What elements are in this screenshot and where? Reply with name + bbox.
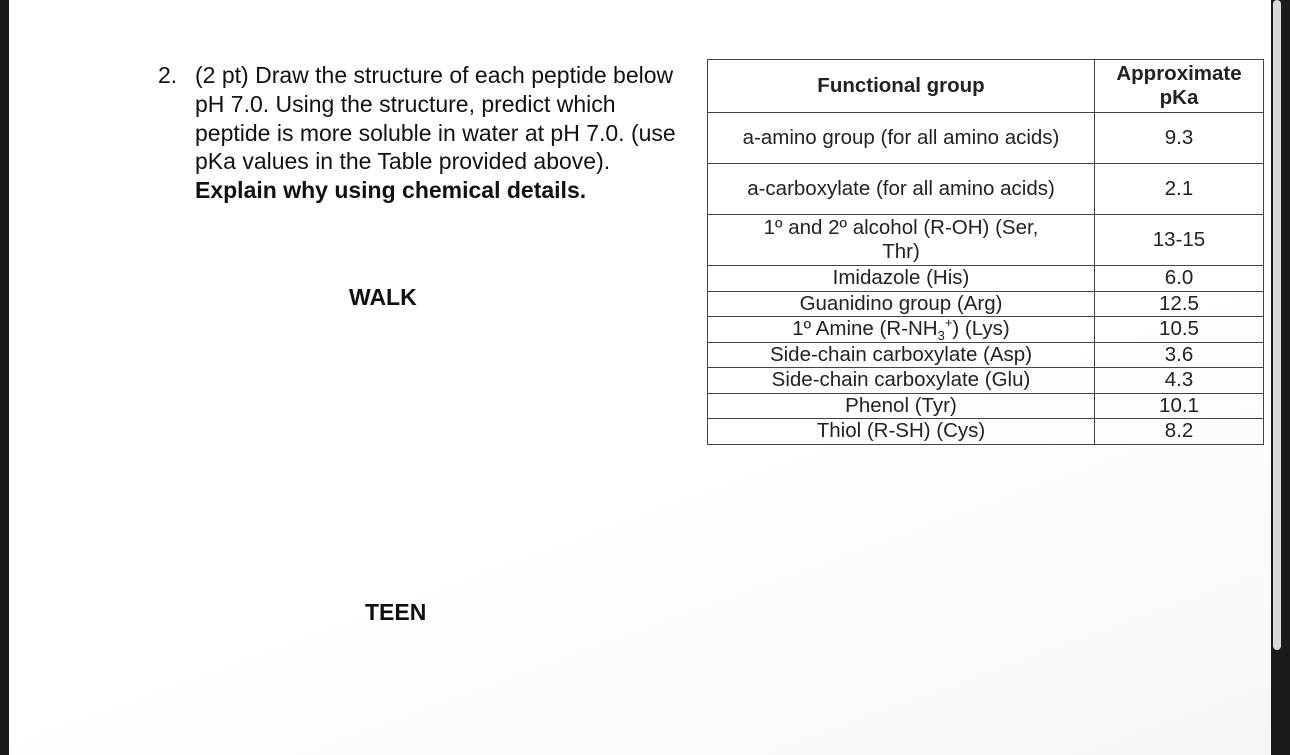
table-row: [708, 317, 1264, 343]
row-pka: 9.3: [1095, 113, 1264, 164]
table-row: [708, 342, 1264, 368]
row-group: a-carboxylate (for all amino acids): [708, 164, 1095, 215]
row-group: Phenol (Tyr): [708, 393, 1095, 419]
vertical-scrollbar[interactable]: [1273, 0, 1281, 650]
question-emphasis: Explain why using chemical details.: [195, 177, 587, 204]
table-header-row: [708, 60, 1264, 113]
question-points: (2 pt): [195, 62, 249, 88]
peptide-teen: TEEN: [365, 599, 427, 625]
row-group: Side-chain carboxylate (Asp): [708, 342, 1095, 368]
table-row: [708, 419, 1264, 445]
row-pka: 8.2: [1095, 419, 1264, 445]
question-text: [195, 61, 695, 205]
table-row: [708, 113, 1264, 164]
table-row: [708, 215, 1264, 266]
row-group: Guanidino group (Arg): [708, 291, 1095, 317]
row-group: Imidazole (His): [708, 266, 1095, 292]
question-instructions: Draw the structure of each peptide below pH 7.0. Using the structure, predict which peptide is more soluble in water at pH 7.0. (use pKa values in the Table provided above).: [195, 62, 676, 175]
row-pka: 10.1: [1095, 393, 1264, 419]
table-row: [708, 368, 1264, 394]
table-row: [708, 393, 1264, 419]
pka-table: [707, 59, 1264, 445]
row-group: a-amino group (for all amino acids): [708, 113, 1095, 164]
row-pka: 12.5: [1095, 291, 1264, 317]
question-number: 2.: [158, 62, 178, 88]
table-row: [708, 266, 1264, 292]
peptide-walk: WALK: [349, 284, 417, 310]
row-pka: 6.0: [1095, 266, 1264, 292]
row-group: 1º and 2º alcohol (R-OH) (Ser, Thr): [708, 215, 1095, 266]
row-pka: 3.6: [1095, 342, 1264, 368]
header-approximate-pka: Approximate pKa: [1095, 60, 1264, 113]
row-pka: 10.5: [1095, 317, 1264, 343]
row-pka: 4.3: [1095, 368, 1264, 394]
row-group: Side-chain carboxylate (Glu): [708, 368, 1095, 394]
table-row: [708, 164, 1264, 215]
table-row: [708, 291, 1264, 317]
row-group-amine: 1º Amine $(R-NH_3^+)$ (Lys): [708, 317, 1095, 343]
row-pka: 13-15: [1095, 215, 1264, 266]
row-group: Thiol (R-SH) (Cys): [708, 419, 1095, 445]
header-functional-group: Functional group: [708, 60, 1095, 113]
row-pka: 2.1: [1095, 164, 1264, 215]
